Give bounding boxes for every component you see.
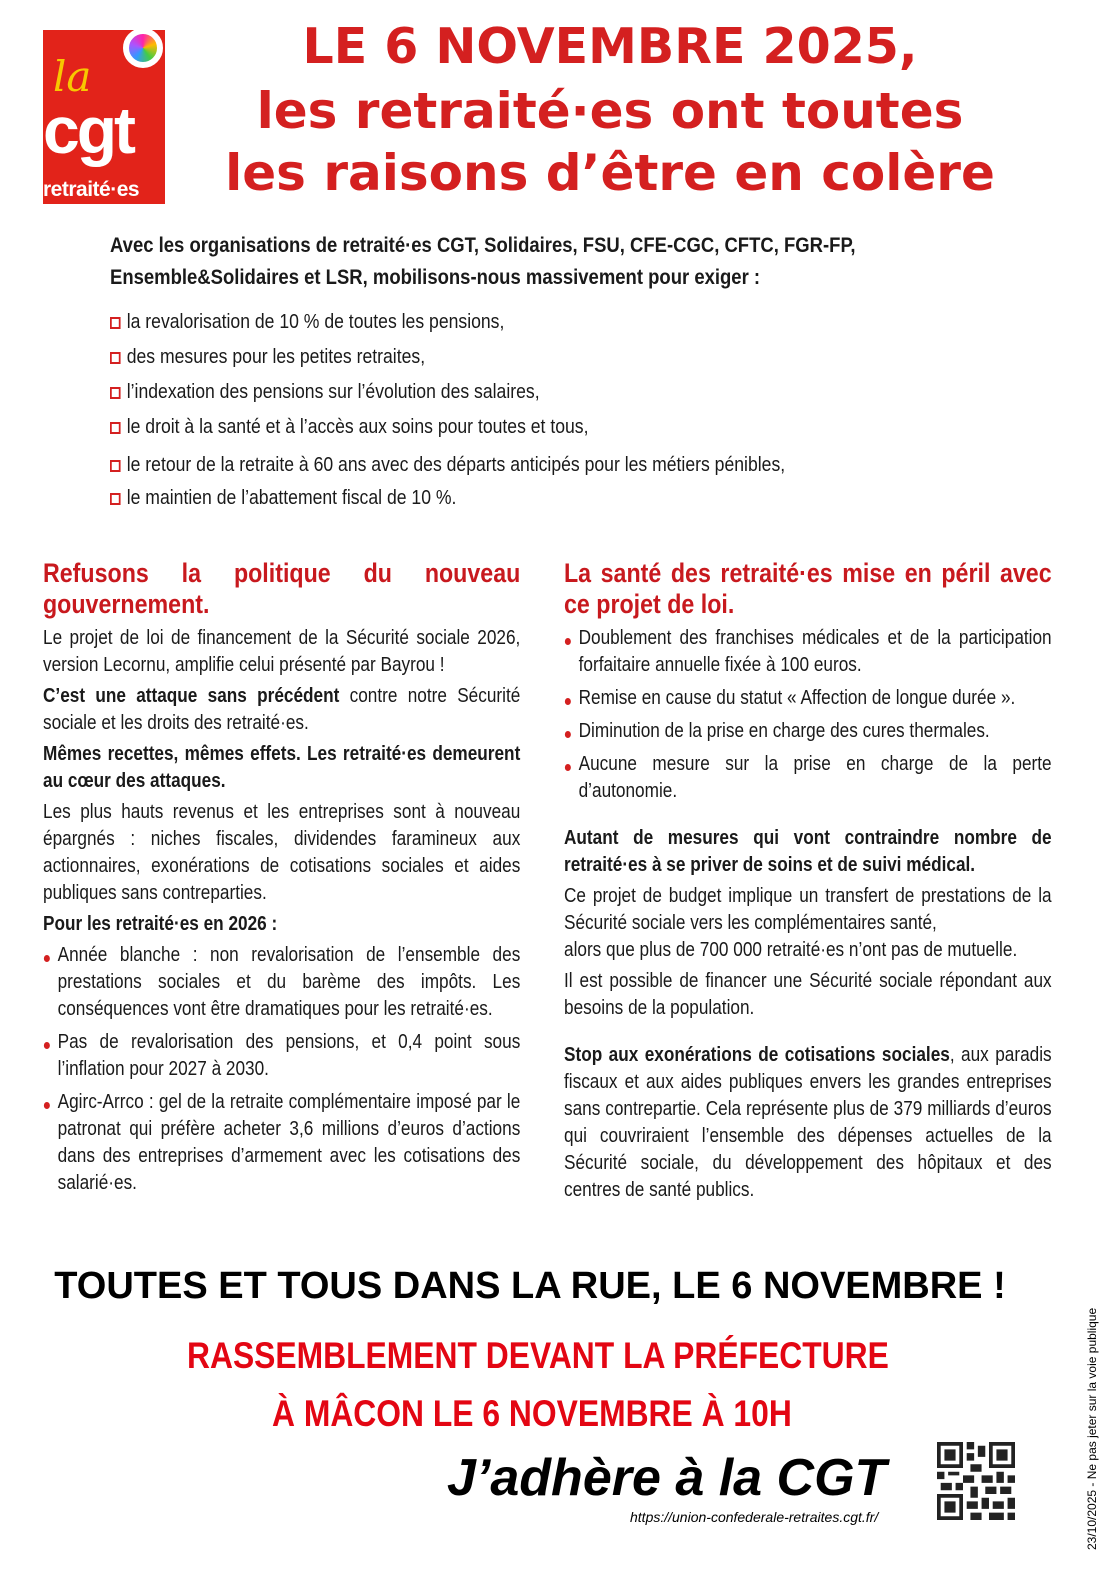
paragraph: Autant de mesures qui vont contraindre nombre de retraité·es à se priver de soins et de suivi médical. (564, 827, 1052, 876)
demands-list (110, 308, 990, 519)
title-line-1: LE 6 NOVEMBRE 2025, (302, 18, 918, 75)
paragraph: Il est possible de financer une Sécurité sociale répondant aux besoins de la population. (564, 970, 1052, 1019)
join-cgt: J’adhère à la CGT (447, 1449, 887, 1507)
title-line-3: les raisons d’être en colère (225, 144, 995, 202)
bullet-item: Pas de revalorisation des pensions, et 0,4 point sous l’inflation pour 2027 à 2030. (43, 1029, 520, 1083)
paragraph: Stop aux exonérations de cotisations sociales, aux paradis fiscaux et aux aides publiques envers les grandes entreprises sans contrepartie. Cela représente plus de 379 milliards d’euros qui couvriraient l’ensemble des dépenses actuelles de la Sécurité sociale, du développement des hôpitaux et des centres de santé publics. (564, 1044, 1052, 1201)
paragraph: Ce projet de budget implique un transfert de prestations de la Sécurité sociale vers les complémentaires santé, (564, 885, 1052, 934)
demand-item: le retour de la retraite à 60 ans avec des départs anticipés pour les métiers pénibles, (110, 448, 990, 484)
paragraph: Les plus hauts revenus et les entreprises sont à nouveau épargnés : niches fiscales, dividendes faramineux aux actionnaires, exonérations de cotisations sociales et aides publiques sans contreparties. (43, 801, 521, 904)
slogan: TOUTES ET TOUS DANS LA RUE, LE 6 NOVEMBRE ! (54, 1265, 1006, 1307)
cgt-retraites-logo (43, 30, 165, 204)
paragraph: C’est une attaque sans précédent contre notre Sécurité sociale et les droits des retraité·es. (43, 685, 521, 734)
website-link[interactable]: https://union-confederale-retraites.cgt.fr/ (630, 1509, 879, 1525)
checkbox-icon (110, 422, 121, 434)
bullet-item: Agirc-Arrco : gel de la retraite complémentaire imposé par le patronat qui préfère acheter 3,6 millions d’euros d’actions dans des entreprises d’armement avec les cotisations des salarié·es. (43, 1089, 520, 1197)
flower-icon (123, 30, 163, 68)
paragraph: alors que plus de 700 000 retraité·es n’ont pas de mutuelle. (564, 939, 1018, 961)
paragraph: Le projet de loi de financement de la Sécurité sociale 2026, version Lecornu, amplifie celui présenté par Bayrou ! (43, 627, 521, 676)
right-column (564, 558, 1052, 1208)
qr-code-icon (937, 1442, 1015, 1520)
bullet-item: Diminution de la prise en charge des cures thermales. (564, 718, 1052, 745)
bullet-item: Doublement des franchises médicales et de la participation forfaitaire annuelle fixée à 100 euros. (564, 625, 1052, 679)
left-column (43, 558, 520, 1203)
right-heading: La santé des retraité·es mise en péril avec ce projet de loi. (564, 558, 1052, 619)
rally-line-1: RASSEMBLEMENT DEVANT LA PRÉFECTURE (187, 1335, 889, 1376)
rally-line-2: À MÂCON LE 6 NOVEMBRE À 10H (272, 1393, 792, 1434)
demand-item: des mesures pour les petites retraites, (110, 343, 990, 378)
checkbox-icon (110, 493, 121, 505)
checkbox-icon (110, 460, 121, 472)
logo-la: la (53, 52, 92, 101)
bullet-item: Année blanche : non revalorisation de l’ensemble des prestations sociales et du barème des impôts. Les conséquences vont être dramatiques pour les retraité·es. (43, 942, 520, 1023)
paragraph: Mêmes recettes, mêmes effets. Les retraité·es demeurent au cœur des attaques. (43, 743, 521, 792)
side-note: 23/10/2025 - Ne pas jeter sur la voie publique (1085, 1307, 1099, 1550)
intro-line: Avec les organisations de retraité·es CGT, Solidaires, FSU, CFE-CGC, CFTC, FGR-FP, (110, 234, 856, 257)
demand-item: le maintien de l’abattement fiscal de 10 %. (110, 484, 990, 519)
logo-cgt: cgt (43, 93, 133, 167)
intro (110, 230, 990, 294)
paragraph: Pour les retraité·es en 2026 : (43, 913, 278, 935)
bullet-item: Remise en cause du statut « Affection de longue durée ». (564, 685, 1052, 712)
checkbox-icon (110, 317, 121, 329)
demand-item: l’indexation des pensions sur l’évolution des salaires, (110, 378, 990, 413)
logo-subtitle: retraité·es (43, 178, 140, 201)
left-heading: Refusons la politique du nouveau gouvernement. (43, 558, 521, 619)
title-line-2: les retraité·es ont toutes (256, 82, 964, 140)
intro-line: Ensemble&Solidaires et LSR, mobilisons-nous massivement pour exiger : (110, 266, 761, 289)
demand-item: la revalorisation de 10 % de toutes les pensions, (110, 308, 990, 343)
checkbox-icon (110, 387, 121, 399)
bullet-item: Aucune mesure sur la prise en charge de la perte d’autonomie. (564, 751, 1052, 805)
checkbox-icon (110, 352, 121, 364)
demand-item: le droit à la santé et à l’accès aux soins pour toutes et tous, (110, 413, 990, 448)
